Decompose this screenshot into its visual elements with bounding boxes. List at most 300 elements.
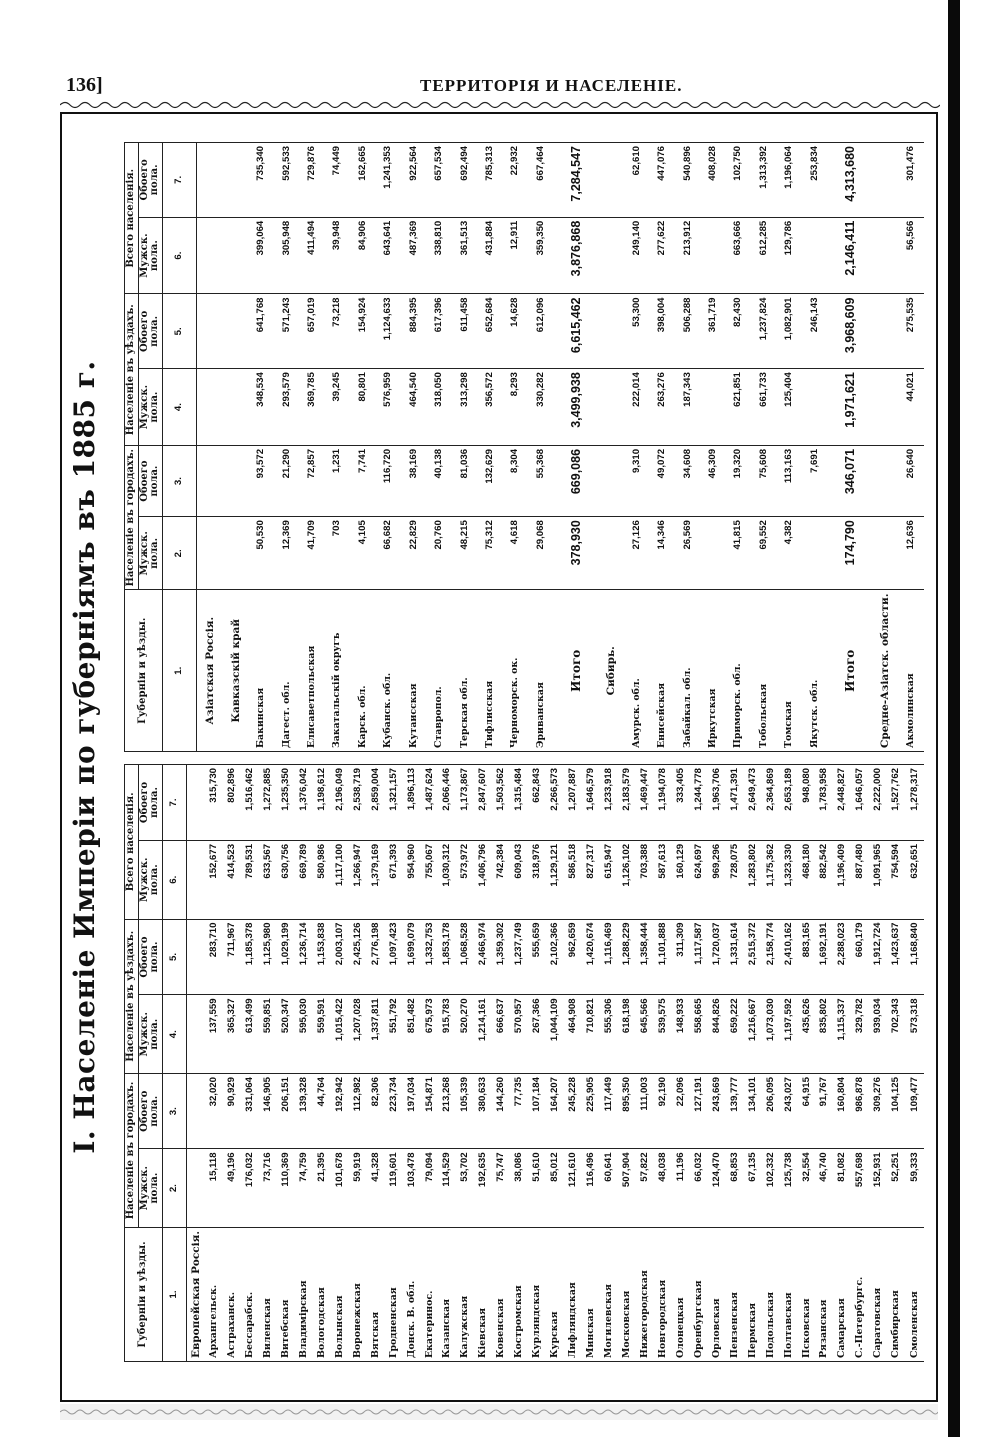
- population-value: 338,810: [427, 217, 452, 294]
- gubernia-name: Минская: [582, 1227, 600, 1361]
- population-value: 1,125,980: [259, 919, 277, 995]
- population-value: 1,699,079: [403, 919, 421, 995]
- population-value: 895,350: [618, 1074, 636, 1149]
- population-value: 81,036: [452, 445, 477, 516]
- col-number: 6.: [162, 840, 187, 919]
- gubernia-name: Вятская: [367, 1227, 385, 1361]
- population-value: 1,783,958: [816, 765, 834, 841]
- population-value: 66,682: [376, 517, 401, 590]
- population-value: 1,853,178: [439, 919, 457, 995]
- population-value: 1,115,337: [834, 995, 852, 1074]
- population-value: 318,050: [427, 369, 452, 446]
- population-value: 663,666: [726, 217, 751, 294]
- population-value: 621,851: [726, 369, 751, 446]
- population-value: 26,569: [675, 517, 700, 590]
- gubernia-name: С.-Петербургс.: [852, 1227, 870, 1361]
- population-value: 1,337,811: [367, 995, 385, 1074]
- section-heading: Европейская Россія.: [187, 1227, 206, 1361]
- population-value: 206,151: [277, 1074, 295, 1149]
- population-value: 1,692,191: [816, 919, 834, 995]
- col-both-header: Обоего пола.: [138, 294, 162, 369]
- gubernia-name: Волынская: [331, 1227, 349, 1361]
- population-value: 408,028: [701, 143, 726, 218]
- col-male-header: Мужск. пола.: [138, 369, 162, 446]
- gubernia-name: Саратовская: [870, 1227, 888, 1361]
- population-value: 213,268: [439, 1074, 457, 1149]
- subsection-heading: Сибирь.: [599, 590, 624, 752]
- population-value: 22,096: [672, 1074, 690, 1149]
- population-value: 1,044,109: [546, 995, 564, 1074]
- gubernia-name: Эриванская: [528, 590, 553, 752]
- population-value: 671,393: [385, 840, 403, 919]
- population-value: 41,328: [367, 1149, 385, 1228]
- population-value: 411,494: [300, 217, 325, 294]
- population-value: 1,196,409: [834, 840, 852, 919]
- gubernia-name: Виленская: [259, 1227, 277, 1361]
- population-value: 633,567: [259, 840, 277, 919]
- population-value: 1,117,587: [690, 919, 708, 995]
- population-value: 1,646,579: [582, 765, 600, 841]
- population-value: 645,566: [636, 995, 654, 1074]
- population-value: 283,710: [205, 919, 223, 995]
- population-value: 46,740: [816, 1149, 834, 1228]
- population-value: 55,368: [528, 445, 553, 516]
- population-value: 399,064: [249, 217, 274, 294]
- population-value: 80,801: [350, 369, 375, 446]
- population-value: 1,198,612: [313, 765, 331, 841]
- population-value: 1,358,444: [636, 919, 654, 995]
- population-value: 2,425,126: [349, 919, 367, 995]
- population-value: 3,876,868: [554, 217, 599, 294]
- population-value: 1,237,749: [511, 919, 529, 995]
- population-value: 2,102,366: [546, 919, 564, 995]
- population-value: 275,535: [898, 294, 924, 369]
- col-uezds-header: Населеніе въ уѣздахъ.: [125, 919, 139, 1074]
- population-value: 1,029,199: [277, 919, 295, 995]
- population-value: 612,285: [751, 217, 776, 294]
- population-value: 50,530: [249, 517, 274, 590]
- gubernia-name: Кіевская: [475, 1227, 493, 1361]
- population-value: 129,786: [777, 217, 802, 294]
- population-value: 7,741: [350, 445, 375, 516]
- population-value: 378,930: [554, 517, 599, 590]
- population-value: 883,165: [798, 919, 816, 995]
- population-value: 192,942: [331, 1074, 349, 1149]
- population-value: 124,470: [708, 1149, 726, 1228]
- col-total-header: Всего населенія.: [125, 765, 139, 920]
- population-value: 659,222: [726, 995, 744, 1074]
- population-value: 1,214,161: [475, 995, 493, 1074]
- population-value: 249,140: [624, 217, 649, 294]
- col-gubernia-header: Губерніи и уѣзды.: [125, 590, 163, 752]
- population-value: 1,207,887: [564, 765, 582, 841]
- population-value: 91,767: [816, 1074, 834, 1149]
- population-value: 8,304: [503, 445, 528, 516]
- col-both-header: Обоего пола.: [138, 765, 162, 841]
- population-value: 2,653,189: [780, 765, 798, 841]
- population-value: 102,332: [762, 1149, 780, 1228]
- population-value: 380,633: [475, 1074, 493, 1149]
- population-value: 1,720,037: [708, 919, 726, 995]
- col-number: 6.: [162, 217, 197, 294]
- population-value: 174,790: [828, 517, 873, 590]
- population-value: 105,339: [457, 1074, 475, 1149]
- next-page-bleed: [60, 1402, 938, 1422]
- population-value: 103,478: [403, 1149, 421, 1228]
- population-value: 197,034: [403, 1074, 421, 1149]
- population-value: 152,931: [870, 1149, 888, 1228]
- population-value: 48,038: [654, 1149, 672, 1228]
- population-value: 22,932: [503, 143, 528, 218]
- population-value: 67,135: [744, 1149, 762, 1228]
- population-value: 22,829: [401, 517, 426, 590]
- population-value: 657,019: [300, 294, 325, 369]
- population-value: 4,105: [350, 517, 375, 590]
- population-value: 520,270: [457, 995, 475, 1074]
- population-value: 652,684: [478, 294, 503, 369]
- population-value: 613,499: [241, 995, 259, 1074]
- population-value: 225,905: [582, 1074, 600, 1149]
- gubernia-name: Псковская: [798, 1227, 816, 1361]
- population-value: 75,608: [751, 445, 776, 516]
- gubernia-name: Новгородская: [654, 1227, 672, 1361]
- population-value: 1,313,392: [751, 143, 776, 218]
- population-value: 125,404: [777, 369, 802, 446]
- population-value: 1,376,042: [295, 765, 313, 841]
- population-value: 72,857: [300, 445, 325, 516]
- population-value: 755,067: [421, 840, 439, 919]
- population-value: 12,636: [898, 517, 924, 590]
- population-value: 1,124,633: [376, 294, 401, 369]
- population-value: 1,196,064: [777, 143, 802, 218]
- population-value: 487,369: [401, 217, 426, 294]
- population-value: 21,290: [274, 445, 299, 516]
- population-value: 57,822: [636, 1149, 654, 1228]
- gubernia-name: Карск. обл.: [350, 590, 375, 752]
- population-value: 1,646,057: [852, 765, 870, 841]
- population-value: 660,179: [852, 919, 870, 995]
- population-value: 703,388: [636, 840, 654, 919]
- population-value: 66,032: [690, 1149, 708, 1228]
- gubernia-name: Томская: [777, 590, 802, 752]
- population-value: 447,076: [650, 143, 675, 218]
- population-value: 1,266,947: [349, 840, 367, 919]
- population-value: 8,293: [503, 369, 528, 446]
- population-value: 1,236,714: [295, 919, 313, 995]
- population-value: 365,327: [223, 995, 241, 1074]
- col-number: 2.: [162, 517, 197, 590]
- population-value: 79,094: [421, 1149, 439, 1228]
- col-number: 2.: [162, 1149, 187, 1228]
- population-value: 9,310: [624, 445, 649, 516]
- gubernia-name: Дагест. обл.: [274, 590, 299, 752]
- population-value: 154,924: [350, 294, 375, 369]
- population-value: 1,068,528: [457, 919, 475, 995]
- col-both-header: Обоего пола.: [138, 143, 162, 218]
- population-value: 398,004: [650, 294, 675, 369]
- table-title: I. Населеніе Имперіи по губерніямъ въ 1885 г.: [68, 360, 101, 1154]
- col-male-header: Мужск. пола.: [138, 517, 162, 590]
- population-value: 315,730: [205, 765, 223, 841]
- gubernia-name: Олонецкая: [672, 1227, 690, 1361]
- population-value: 146,905: [259, 1074, 277, 1149]
- gubernia-name: Витебская: [277, 1227, 295, 1361]
- population-value: 2,448,827: [834, 765, 852, 841]
- gubernia-name: Елисаветпольская: [300, 590, 325, 752]
- population-value: 253,834: [802, 143, 827, 218]
- population-value: 986,878: [852, 1074, 870, 1149]
- population-value: 73,716: [259, 1149, 277, 1228]
- population-value: 2,410,162: [780, 919, 798, 995]
- population-value: 39,245: [325, 369, 350, 446]
- population-value: 1,516,462: [241, 765, 259, 841]
- col-number: 5.: [162, 294, 197, 369]
- population-value: 192,635: [475, 1149, 493, 1228]
- gubernia-name: Московская: [618, 1227, 636, 1361]
- population-value: 132,629: [478, 445, 503, 516]
- col-gubernia-header: Губерніи и уѣзды.: [125, 1227, 163, 1361]
- population-value: 884,395: [401, 294, 426, 369]
- col-male-header: Мужск. пола.: [138, 840, 162, 919]
- population-value: 104,125: [888, 1074, 906, 1149]
- population-value: 915,783: [439, 995, 457, 1074]
- population-value: 1,487,624: [421, 765, 439, 841]
- population-value: 160,804: [834, 1074, 852, 1149]
- population-value: 789,531: [241, 840, 259, 919]
- population-value: 41,815: [726, 517, 751, 590]
- population-value: 116,496: [582, 1149, 600, 1228]
- population-value: 109,477: [905, 1074, 924, 1149]
- population-value: 49,072: [650, 445, 675, 516]
- population-value: 113,163: [777, 445, 802, 516]
- population-value: 75,312: [478, 517, 503, 590]
- population-value: 15,118: [205, 1149, 223, 1228]
- population-value: 330,282: [528, 369, 553, 446]
- population-value: 77,735: [511, 1074, 529, 1149]
- population-value: 657,534: [427, 143, 452, 218]
- population-value: 1,469,447: [636, 765, 654, 841]
- population-value: 558,665: [690, 995, 708, 1074]
- population-value: 710,821: [582, 995, 600, 1074]
- population-value: 586,518: [564, 840, 582, 919]
- population-value: 1,237,824: [751, 294, 776, 369]
- gubernia-name: Забайкал. обл.: [675, 590, 700, 752]
- population-value: 62,610: [624, 143, 649, 218]
- gubernia-name: Ковенская: [493, 1227, 511, 1361]
- population-value: 1,321,157: [385, 765, 403, 841]
- population-value: 2,003,107: [331, 919, 349, 995]
- population-value: 301,476: [898, 143, 924, 218]
- population-value: 34,608: [675, 445, 700, 516]
- population-value: 939,034: [870, 995, 888, 1074]
- gubernia-name: Смоленская: [905, 1227, 924, 1361]
- population-value: 1,030,312: [439, 840, 457, 919]
- gubernia-name: Лифляндская: [564, 1227, 582, 1361]
- gubernia-name: Подольская: [762, 1227, 780, 1361]
- population-value: 1,126,102: [618, 840, 636, 919]
- population-value: 506,288: [675, 294, 700, 369]
- population-value: 263,276: [650, 369, 675, 446]
- population-value: 1,153,838: [313, 919, 331, 995]
- gubernia-name: Орловская: [708, 1227, 726, 1361]
- population-value: 1,175,362: [762, 840, 780, 919]
- population-value: 1,272,885: [259, 765, 277, 841]
- population-value: 12,911: [503, 217, 528, 294]
- gubernia-name: Курская: [546, 1227, 564, 1361]
- gubernia-name: Гродненская: [385, 1227, 403, 1361]
- population-value: 40,138: [427, 445, 452, 516]
- population-value: 4,313,680: [828, 143, 873, 218]
- population-value: 222,014: [624, 369, 649, 446]
- population-value: 53,702: [457, 1149, 475, 1228]
- population-value: 74,759: [295, 1149, 313, 1228]
- population-value: 154,871: [421, 1074, 439, 1149]
- population-value: 609,043: [511, 840, 529, 919]
- population-value: 74,449: [325, 143, 350, 218]
- population-value: 559,851: [259, 995, 277, 1074]
- col-both-header: Обоего пола.: [138, 919, 162, 995]
- population-value: 580,986: [313, 840, 331, 919]
- gubernia-name: Вологодская: [313, 1227, 331, 1361]
- population-value: 329,782: [852, 995, 870, 1074]
- gubernia-name: Акмолинская: [898, 590, 924, 752]
- population-value: 160,129: [672, 840, 690, 919]
- population-value: 1,082,901: [777, 294, 802, 369]
- gubernia-name: Оренбургская: [690, 1227, 708, 1361]
- population-value: 827,317: [582, 840, 600, 919]
- population-value: 348,534: [249, 369, 274, 446]
- population-value: 520,347: [277, 995, 295, 1074]
- population-value: 56,566: [898, 217, 924, 294]
- population-value: 507,904: [618, 1149, 636, 1228]
- population-value: 1,420,674: [582, 919, 600, 995]
- population-value: 243,669: [708, 1074, 726, 1149]
- population-value: 571,243: [274, 294, 299, 369]
- population-value: 661,733: [751, 369, 776, 446]
- population-value: 369,785: [300, 369, 325, 446]
- population-value: 309,276: [870, 1074, 888, 1149]
- population-value: 59,919: [349, 1149, 367, 1228]
- population-value: 2,146,411: [828, 217, 873, 294]
- gubernia-name: Пермская: [744, 1227, 762, 1361]
- population-value: 2,266,573: [546, 765, 564, 841]
- col-male-header: Мужск. пола.: [138, 217, 162, 294]
- population-value: 93,572: [249, 445, 274, 516]
- population-value: 1,216,667: [744, 995, 762, 1074]
- population-value: 962,659: [564, 919, 582, 995]
- population-value: 468,180: [798, 840, 816, 919]
- population-value: 882,542: [816, 840, 834, 919]
- population-value: 1,235,350: [277, 765, 295, 841]
- population-value: 127,191: [690, 1074, 708, 1149]
- population-value: 12,369: [274, 517, 299, 590]
- population-value: 1,332,753: [421, 919, 439, 995]
- col-cities-header: Населеніе въ городахъ.: [125, 445, 139, 590]
- population-value: 948,080: [798, 765, 816, 841]
- gubernia-name: Кубанск. обл.: [376, 590, 401, 752]
- population-value: 361,513: [452, 217, 477, 294]
- col-total-header: Всего населенія.: [125, 143, 139, 295]
- population-value: 125,738: [780, 1149, 798, 1228]
- population-value: 592,533: [274, 143, 299, 218]
- population-value: 116,720: [376, 445, 401, 516]
- col-number: 1.: [162, 1227, 187, 1361]
- population-value: 1,173,867: [457, 765, 475, 841]
- col-number: 3.: [162, 1074, 187, 1149]
- page-header: [60, 72, 940, 102]
- population-value: 1,194,078: [654, 765, 672, 841]
- running-title: ТЕРРИТОРІЯ И НАСЕЛЕНІЕ.: [420, 76, 683, 95]
- population-value: 1,073,030: [762, 995, 780, 1074]
- population-value: 618,198: [618, 995, 636, 1074]
- population-value: 1,331,614: [726, 919, 744, 995]
- gubernia-name: Кутаисская: [401, 590, 426, 752]
- population-value: 82,306: [367, 1074, 385, 1149]
- gubernia-name: Енисейская: [650, 590, 675, 752]
- population-value: 187,343: [675, 369, 700, 446]
- gubernia-name: Екатеринос.: [421, 1227, 439, 1361]
- population-value: 1,168,840: [905, 919, 924, 995]
- col-number: 7.: [162, 143, 197, 218]
- gubernia-name: Якутск. обл.: [802, 590, 827, 752]
- population-value: 2,222,000: [870, 765, 888, 841]
- population-value: 110,369: [277, 1149, 295, 1228]
- population-value: 1,283,802: [744, 840, 762, 919]
- population-value: 785,313: [478, 143, 503, 218]
- population-value: 144,260: [493, 1074, 511, 1149]
- population-value: 1,129,121: [546, 840, 564, 919]
- population-value: 1,185,378: [241, 919, 259, 995]
- population-value: 148,933: [672, 995, 690, 1074]
- population-value: 612,096: [528, 294, 553, 369]
- population-value: 1,963,706: [708, 765, 726, 841]
- population-value: 559,591: [313, 995, 331, 1074]
- population-value: 111,003: [636, 1074, 654, 1149]
- population-value: 2,649,473: [744, 765, 762, 841]
- population-value: 114,529: [439, 1149, 457, 1228]
- population-value: 1,359,302: [493, 919, 511, 995]
- population-value: 922,564: [401, 143, 426, 218]
- population-value: 1,241,353: [376, 143, 401, 218]
- population-value: 162,665: [350, 143, 375, 218]
- col-male-header: Мужск. пола.: [138, 995, 162, 1074]
- population-value: 464,908: [564, 995, 582, 1074]
- population-value: 20,760: [427, 517, 452, 590]
- population-value: 119,601: [385, 1149, 403, 1228]
- population-value: 675,973: [421, 995, 439, 1074]
- population-value: 68,853: [726, 1149, 744, 1228]
- population-value: 39,948: [325, 217, 350, 294]
- population-value: 2,288,023: [834, 919, 852, 995]
- gubernia-name: Тобольская: [751, 590, 776, 752]
- gubernia-name: Бессарабск.: [241, 1227, 259, 1361]
- population-value: 29,068: [528, 517, 553, 590]
- population-value: 1,278,317: [905, 765, 924, 841]
- population-value: 2,538,719: [349, 765, 367, 841]
- population-value: 539,575: [654, 995, 672, 1074]
- gubernia-name: Иркутская: [701, 590, 726, 752]
- population-value: 624,697: [690, 840, 708, 919]
- gubernia-name: Казанская: [439, 1227, 457, 1361]
- gubernia-name: Курляндская: [528, 1227, 546, 1361]
- population-value: 969,296: [708, 840, 726, 919]
- population-value: 60,641: [600, 1149, 618, 1228]
- population-value: 1,288,229: [618, 919, 636, 995]
- gubernia-name: Нижегородская: [636, 1227, 654, 1361]
- population-value: 2,847,607: [475, 765, 493, 841]
- population-value: 137,559: [205, 995, 223, 1074]
- population-value: 81,082: [834, 1149, 852, 1228]
